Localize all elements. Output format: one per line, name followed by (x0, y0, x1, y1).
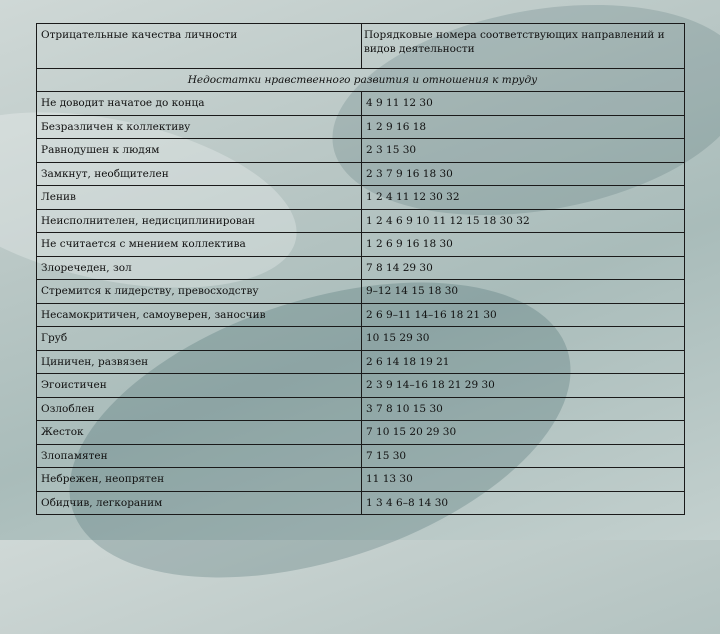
quality-cell: Ленив (37, 186, 362, 210)
quality-cell: Жесток (37, 421, 362, 445)
quality-cell: Эгоистичен (37, 374, 362, 398)
quality-cell: Безразличен к коллективу (37, 115, 362, 139)
quality-cell: Обидчив, легкораним (37, 491, 362, 515)
quality-cell: Стремится к лидерству, превосходству (37, 280, 362, 304)
table-row (37, 374, 685, 398)
header-activities: Порядковые номера соответствующих направлений и видов деятельности (362, 24, 685, 69)
quality-cell: Циничен, развязен (37, 350, 362, 374)
numbers-cell: 9–12 14 15 18 30 (362, 280, 685, 304)
numbers-cell: 2 3 15 30 (362, 139, 685, 163)
table-row (37, 186, 685, 210)
table-row (37, 115, 685, 139)
numbers-cell: 7 15 30 (362, 444, 685, 468)
table-row (37, 280, 685, 304)
table-row (37, 209, 685, 233)
quality-cell: Не доводит начатое до конца (37, 92, 362, 116)
table-row (37, 444, 685, 468)
quality-cell: Неисполнителен, недисциплинирован (37, 209, 362, 233)
table-row (37, 139, 685, 163)
numbers-cell: 4 9 11 12 30 (362, 92, 685, 116)
table-row (37, 350, 685, 374)
numbers-cell: 2 3 9 14–16 18 21 29 30 (362, 374, 685, 398)
quality-cell: Несамокритичен, самоуверен, заносчив (37, 303, 362, 327)
numbers-cell: 7 8 14 29 30 (362, 256, 685, 280)
table-row (37, 421, 685, 445)
numbers-cell: 1 2 4 11 12 30 32 (362, 186, 685, 210)
numbers-cell: 1 3 4 6–8 14 30 (362, 491, 685, 515)
numbers-cell: 2 6 14 18 19 21 (362, 350, 685, 374)
quality-cell: Не считается с мнением коллектива (37, 233, 362, 257)
numbers-cell: 2 6 9–11 14–16 18 21 30 (362, 303, 685, 327)
table-row (37, 327, 685, 351)
table-row (37, 468, 685, 492)
quality-cell: Небрежен, неопрятен (37, 468, 362, 492)
numbers-cell: 1 2 6 9 16 18 30 (362, 233, 685, 257)
numbers-cell: 3 7 8 10 15 30 (362, 397, 685, 421)
section-title: Недостатки нравственного развития и отношения к труду (37, 69, 685, 92)
table-row (37, 397, 685, 421)
table-row (37, 162, 685, 186)
quality-cell: Злопамятен (37, 444, 362, 468)
quality-cell: Замкнут, необщителен (37, 162, 362, 186)
quality-cell: Злоречеден, зол (37, 256, 362, 280)
numbers-cell: 7 10 15 20 29 30 (362, 421, 685, 445)
table-row (37, 233, 685, 257)
qualities-table (36, 23, 685, 515)
numbers-cell: 10 15 29 30 (362, 327, 685, 351)
numbers-cell: 2 3 7 9 16 18 30 (362, 162, 685, 186)
section-row (37, 69, 685, 92)
quality-cell: Озлоблен (37, 397, 362, 421)
table-header-row (37, 24, 685, 69)
table-row (37, 256, 685, 280)
quality-cell: Груб (37, 327, 362, 351)
numbers-cell: 1 2 9 16 18 (362, 115, 685, 139)
table-row (37, 491, 685, 515)
table-row (37, 303, 685, 327)
header-qualities: Отрицательные качества личности (37, 24, 362, 69)
numbers-cell: 11 13 30 (362, 468, 685, 492)
quality-cell: Равнодушен к людям (37, 139, 362, 163)
numbers-cell: 1 2 4 6 9 10 11 12 15 18 30 32 (362, 209, 685, 233)
table-row (37, 92, 685, 116)
